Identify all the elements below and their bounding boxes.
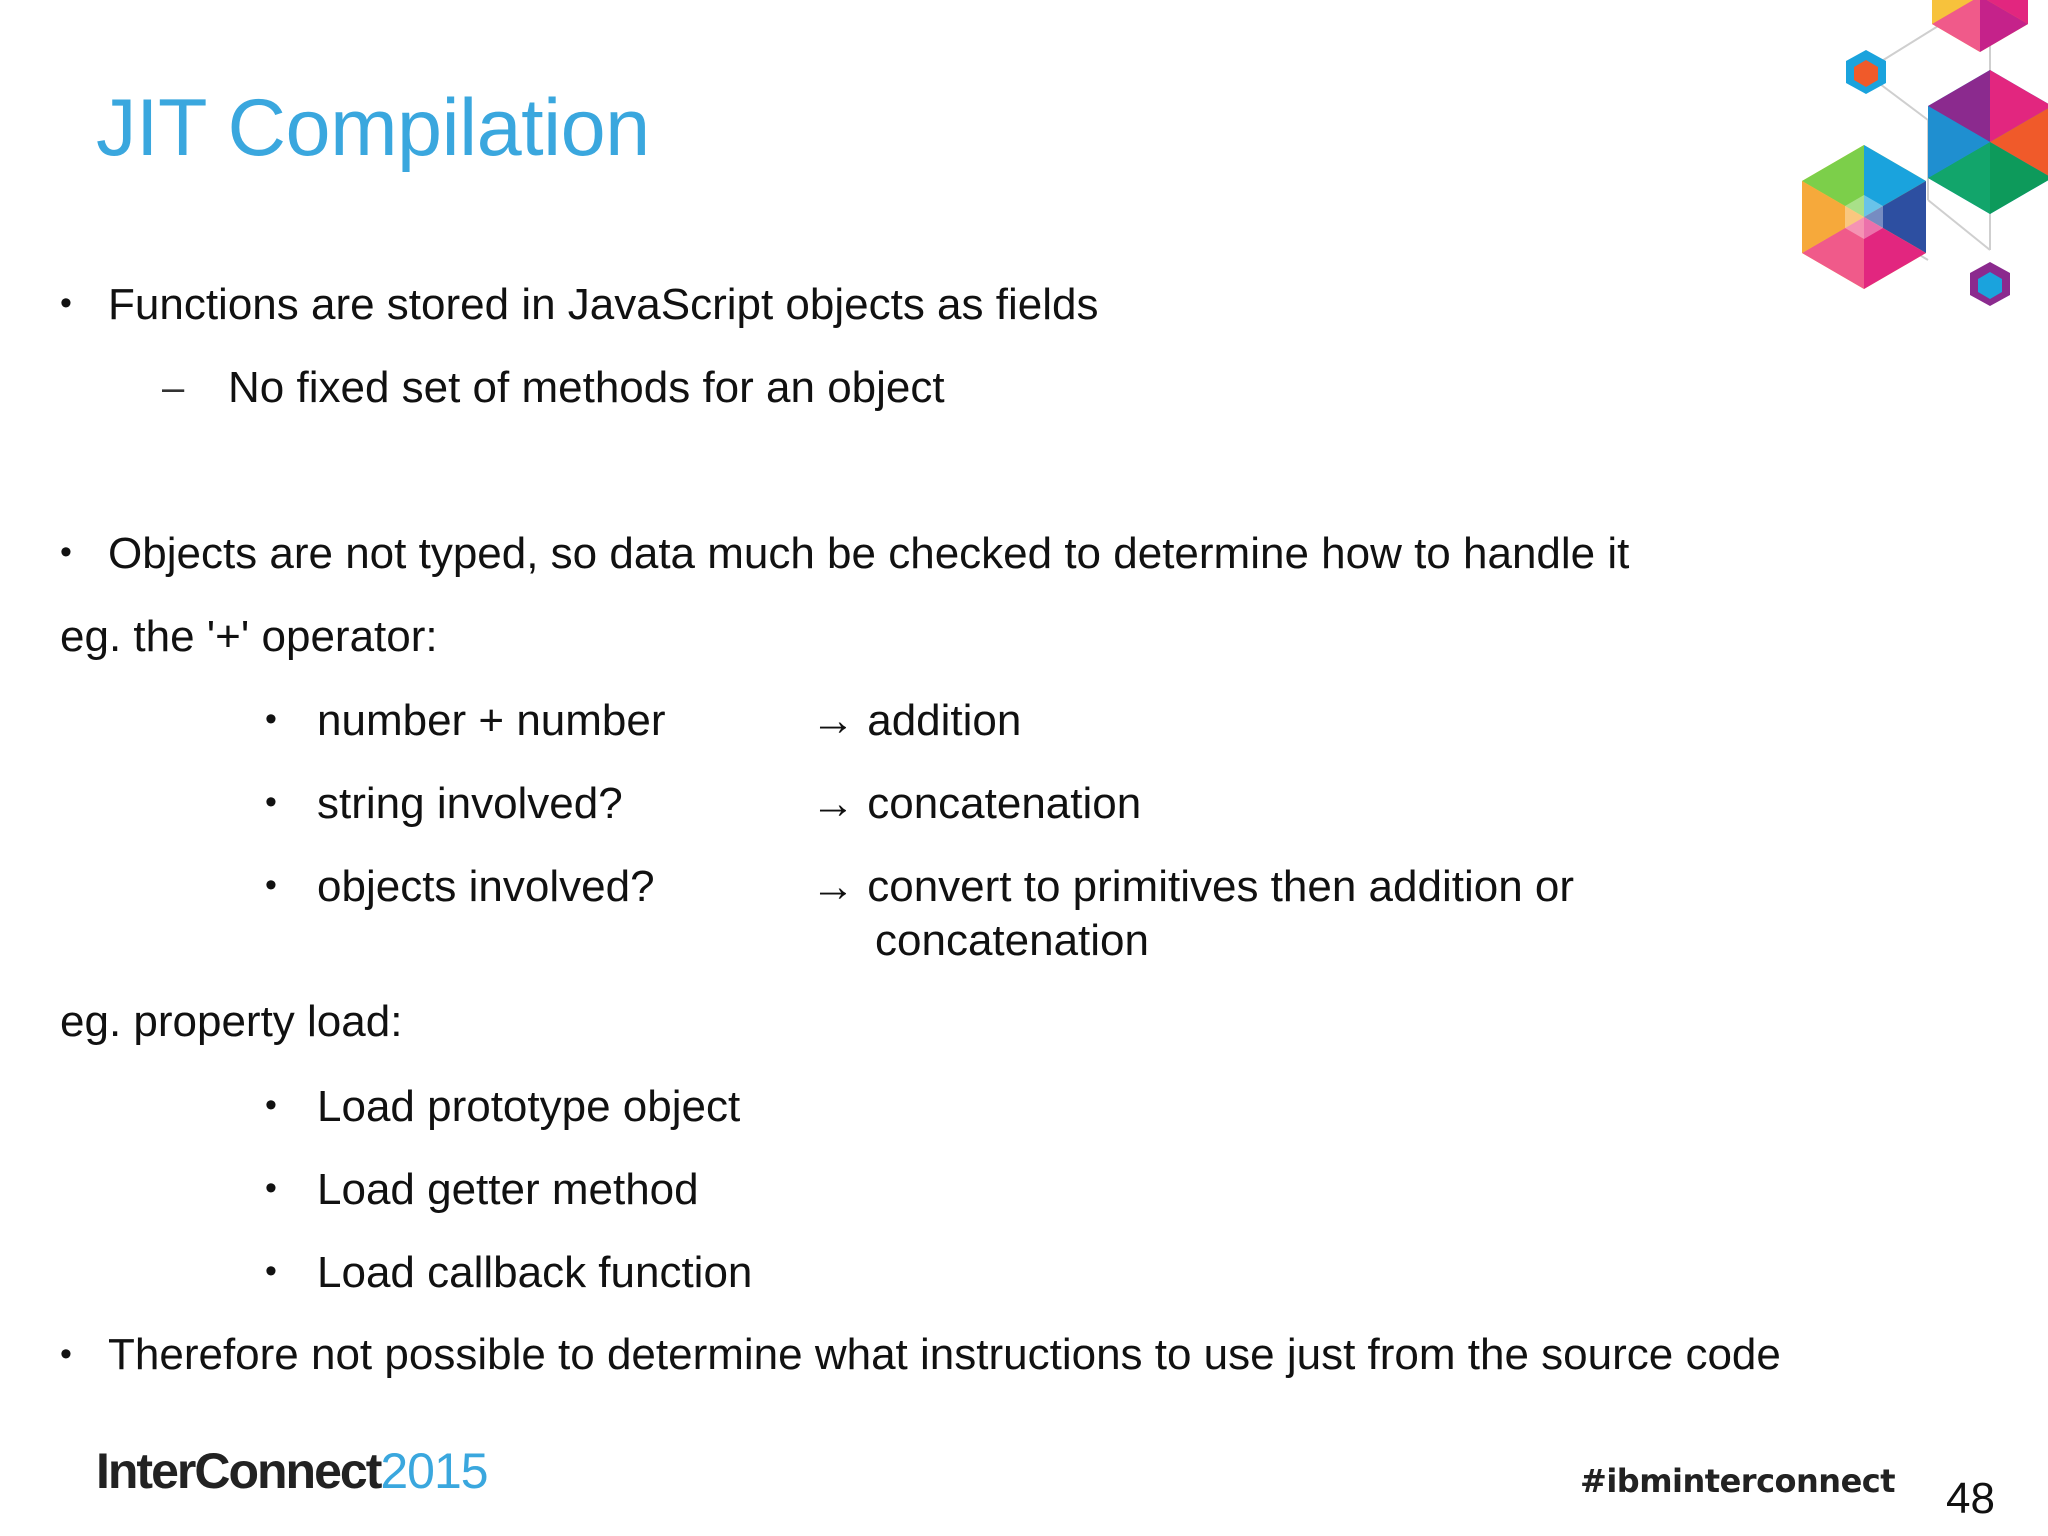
bullet-objects-not-typed: Objects are not typed, so data much be checked to determine how to handle it	[108, 529, 1630, 578]
logo-main: InterConnect	[96, 1443, 381, 1499]
slide-title: JIT Compilation	[96, 83, 650, 173]
bullet-marker: •	[265, 700, 277, 738]
operator-result: → convert to primitives then addition or	[811, 862, 1575, 911]
page-number: 48	[1946, 1474, 1995, 1523]
logo-year: 2015	[380, 1443, 488, 1499]
property-load-step: Load getter method	[317, 1165, 699, 1214]
bullet-marker: •	[265, 783, 277, 821]
property-load-step: Load prototype object	[317, 1082, 741, 1131]
operator-case: number + number	[317, 696, 666, 745]
interconnect-logo	[96, 1443, 488, 1499]
operator-result: → addition	[811, 696, 1022, 745]
bullet-marker: •	[265, 1252, 277, 1290]
bullet-marker: •	[60, 1335, 72, 1373]
hexagon-cluster-icon	[1780, 0, 2048, 320]
bullet-therefore: Therefore not possible to determine what instructions to use just from the source code	[108, 1330, 1781, 1379]
example-property-heading: eg. property load:	[60, 997, 403, 1046]
dash-marker: –	[162, 366, 185, 410]
example-operator-heading: eg. the '+' operator:	[60, 612, 438, 661]
sub-bullet-no-fixed-methods: No fixed set of methods for an object	[228, 363, 945, 412]
property-load-step: Load callback function	[317, 1248, 753, 1297]
operator-result: → concatenation	[811, 779, 1142, 828]
hashtag: #ibminterconnect	[1580, 1462, 1896, 1500]
operator-case: objects involved?	[317, 862, 655, 911]
bullet-marker: •	[265, 1169, 277, 1207]
operator-result-continuation: concatenation	[875, 916, 1149, 965]
bullet-marker: •	[265, 1086, 277, 1124]
operator-case: string involved?	[317, 779, 623, 828]
bullet-functions-stored: Functions are stored in JavaScript objects as fields	[108, 280, 1099, 329]
bullet-marker: •	[60, 284, 72, 322]
bullet-marker: •	[265, 866, 277, 904]
bullet-marker: •	[60, 533, 72, 571]
